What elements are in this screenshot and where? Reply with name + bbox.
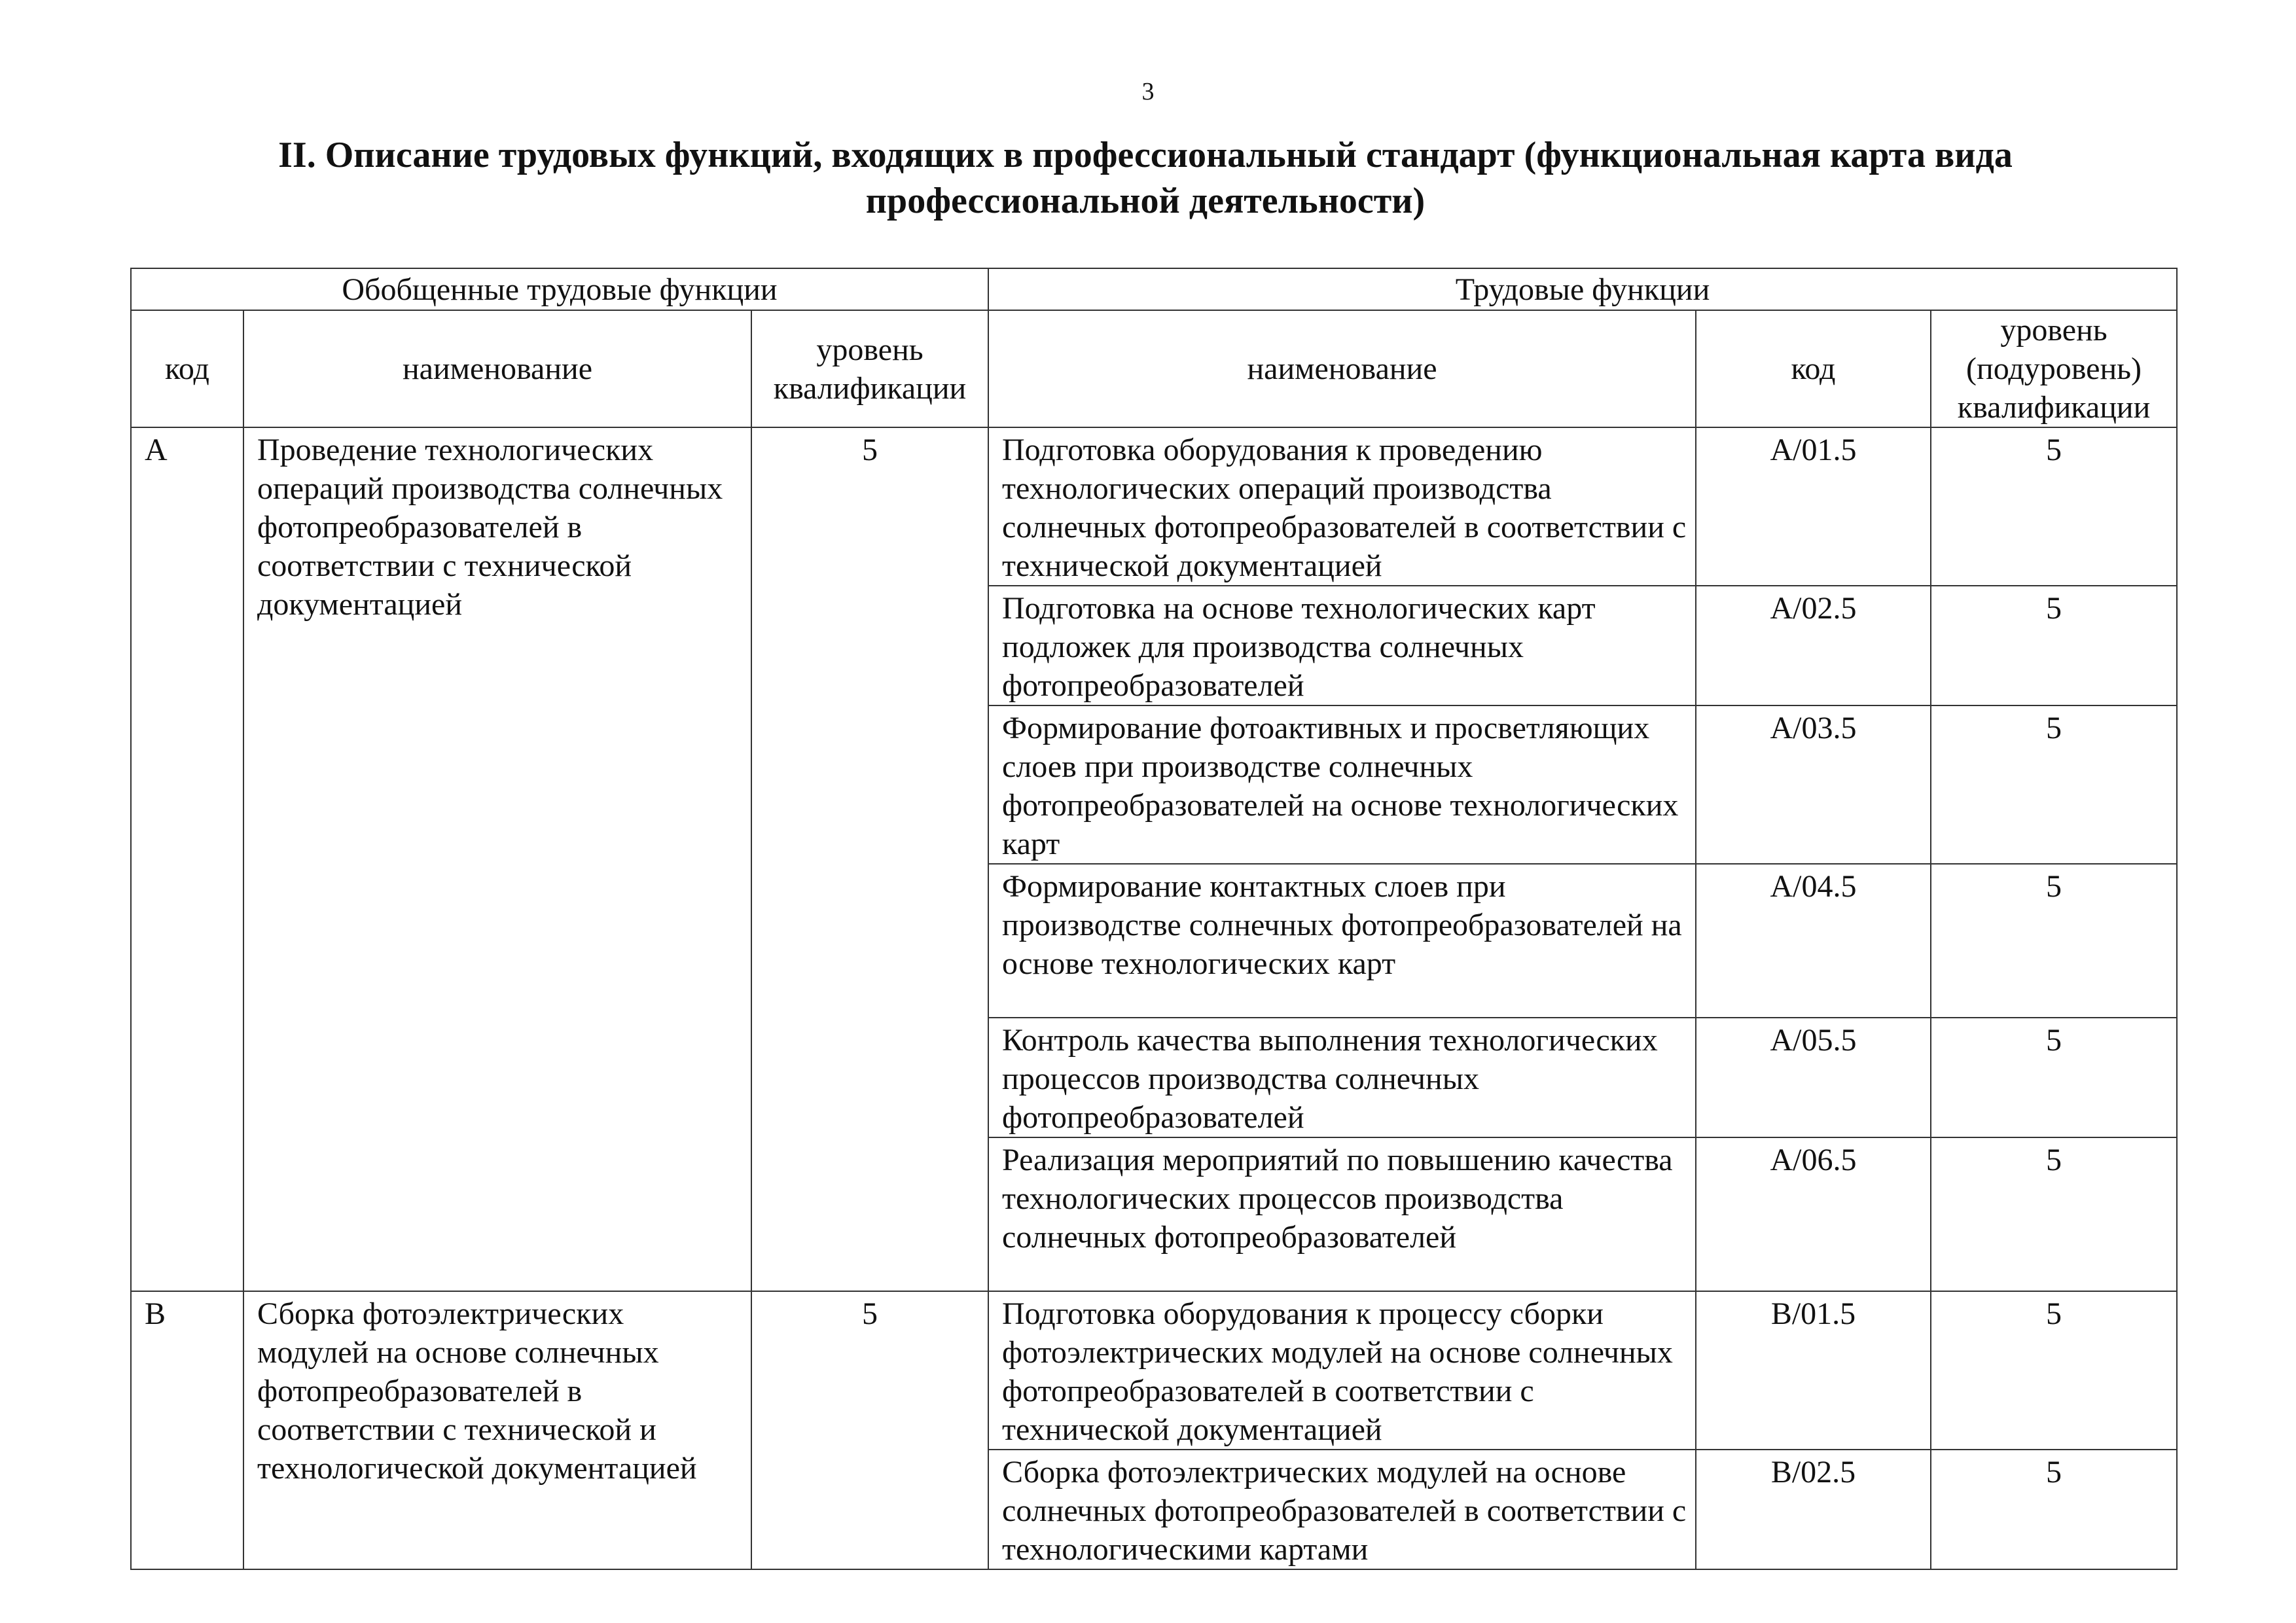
table-row	[131, 1291, 2177, 1450]
tf-name-cell: Реализация мероприятий по повышению качества технологических процессов производства солнечных фотопреобразователей	[988, 1137, 1696, 1291]
tf-name-cell: Сборка фотоэлектрических модулей на основе солнечных фотопреобразователей в соответствии с технологическими картами	[988, 1450, 1696, 1569]
gen-level-cell: 5	[751, 1291, 988, 1569]
tf-level-cell: 5	[1931, 1137, 2177, 1291]
column-header-row	[131, 310, 2177, 427]
gen-code-cell: A	[131, 427, 243, 1291]
tf-code-cell: B/01.5	[1696, 1291, 1931, 1450]
tf-name-cell: Формирование фотоактивных и просветляющих слоев при производстве солнечных фотопреобразователей на основе технологических карт	[988, 705, 1696, 864]
page-title: II. Описание трудовых функций, входящих в профессиональный стандарт (функциональная карта вида профессиональной деятельности)	[278, 135, 2013, 221]
tf-name-cell: Подготовка на основе технологических карт подложек для производства солнечных фотопреобразователей	[988, 586, 1696, 705]
tf-code-cell: A/04.5	[1696, 864, 1931, 1018]
page-number: 3	[1141, 78, 1155, 105]
gen-name-cell: Проведение технологических операций производства солнечных фотопреобразователей в соответствии с технической документацией	[243, 427, 751, 1291]
gen-name-header: наименование	[243, 310, 751, 427]
tf-code-cell: A/05.5	[1696, 1018, 1931, 1137]
gen-name-cell: Сборка фотоэлектрических модулей на основе солнечных фотопреобразователей в соответствии с технической и технологической документацией	[243, 1291, 751, 1569]
tf-code-cell: A/06.5	[1696, 1137, 1931, 1291]
tf-name-cell: Контроль качества выполнения технологических процессов производства солнечных фотопреобразователей	[988, 1018, 1696, 1137]
tf-level-cell: 5	[1931, 586, 2177, 705]
tf-level-cell: 5	[1931, 1291, 2177, 1450]
tf-code-cell: B/02.5	[1696, 1450, 1931, 1569]
gen-code-cell: B	[131, 1291, 243, 1569]
tf-level-cell: 5	[1931, 1018, 2177, 1137]
tf-level-cell: 5	[1931, 427, 2177, 586]
tf-name-cell: Подготовка оборудования к процессу сборки фотоэлектрических модулей на основе солнечных фотопреобразователей в соответствии с технической документацией	[988, 1291, 1696, 1450]
tf-level-cell: 5	[1931, 1450, 2177, 1569]
tf-level-cell: 5	[1931, 705, 2177, 864]
functional-map-table	[130, 268, 2178, 1570]
tf-code-cell: A/01.5	[1696, 427, 1931, 586]
tf-name-cell: Подготовка оборудования к проведению технологических операций производства солнечных фотопреобразователей в соответствии с технической документацией	[988, 427, 1696, 586]
tf-code-cell: A/03.5	[1696, 705, 1931, 864]
tf-level-header: уровень (подуровень) квалификации	[1931, 310, 2177, 427]
generalized-functions-header: Обобщенные трудовые функции	[131, 268, 988, 310]
table-row	[131, 427, 2177, 586]
gen-code-header: код	[131, 310, 243, 427]
group-header-row	[131, 268, 2177, 310]
tf-code-header: код	[1696, 310, 1931, 427]
tf-code-cell: A/02.5	[1696, 586, 1931, 705]
tf-level-cell: 5	[1931, 864, 2177, 1018]
tf-name-header: наименование	[988, 310, 1696, 427]
tf-name-cell: Формирование контактных слоев при производстве солнечных фотопреобразователей на основе технологических карт	[988, 864, 1696, 1018]
labor-functions-header: Трудовые функции	[988, 268, 2177, 310]
gen-level-header: уровень квалификации	[751, 310, 988, 427]
gen-level-cell: 5	[751, 427, 988, 1291]
